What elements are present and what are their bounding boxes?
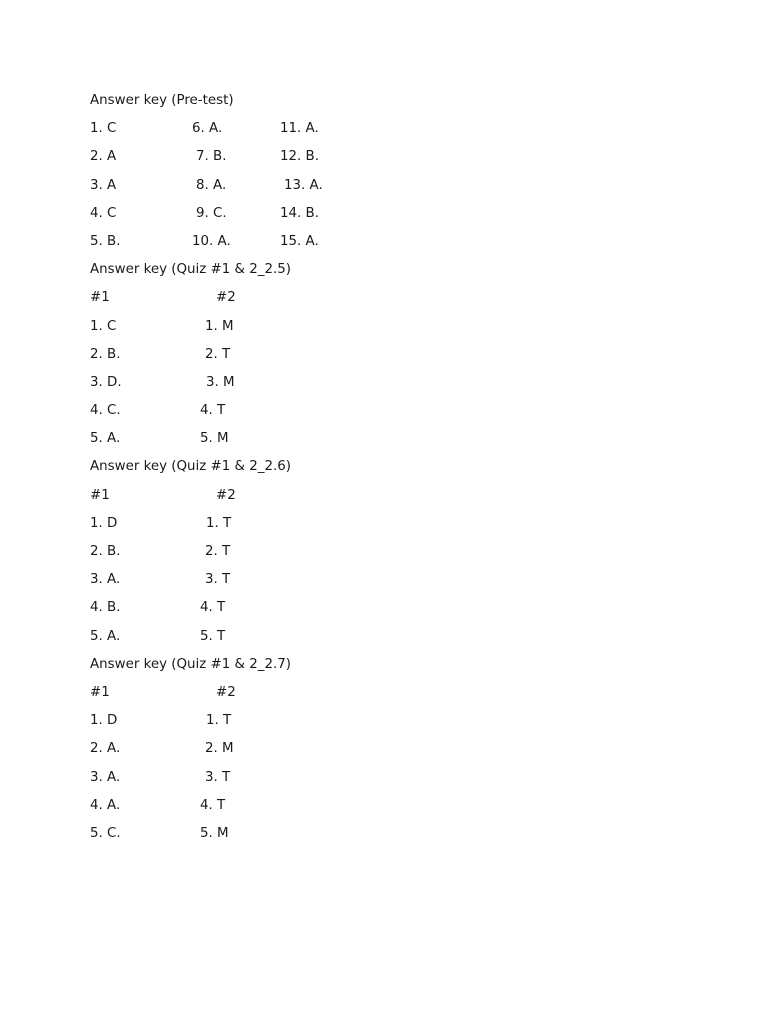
answer-cell: 2. B.: [90, 346, 121, 362]
section-heading: Answer key (Quiz #1 & 2_2.6): [90, 459, 291, 475]
column-header: #2: [216, 487, 236, 503]
answer-cell: 9. C.: [196, 205, 227, 221]
answer-cell: 10. A.: [192, 233, 231, 249]
answer-cell: 3. M: [206, 374, 235, 390]
answer-cell: 7. B.: [196, 149, 227, 165]
answer-cell: 2. B.: [90, 544, 121, 559]
answer-cell: 5. A.: [90, 431, 121, 447]
answer-cell: 3. A.: [90, 572, 121, 588]
answer-cell: 3. T: [205, 769, 231, 785]
answer-cell: 4. T: [200, 600, 226, 616]
answer-cell: 8. A.: [196, 177, 227, 193]
answer-cell: 1. T: [206, 713, 232, 729]
answer-cell: 1. C: [90, 121, 117, 137]
answer-cell: 3. A.: [90, 769, 121, 785]
answer-cell: 3. A: [90, 177, 117, 193]
answer-cell: 15. A.: [280, 233, 319, 249]
column-header: #1: [90, 684, 110, 700]
answer-cell: 1. C: [90, 318, 117, 334]
answer-cell: 3. T: [205, 572, 231, 588]
answer-cell: 1. M: [205, 318, 234, 334]
answer-cell: 5. A.: [90, 628, 121, 644]
answer-cell: 13. A.: [284, 177, 323, 193]
answer-cell: 5. B.: [90, 233, 121, 249]
answer-cell: 2. T: [205, 346, 231, 362]
answer-cell: 5. C.: [90, 825, 121, 841]
answer-cell: 5. M: [200, 431, 229, 447]
answer-cell: 5. M: [200, 825, 229, 841]
answer-cell: 3. D.: [90, 374, 122, 390]
answer-cell: 2. A.: [90, 741, 121, 757]
answer-cell: 1. D: [90, 713, 118, 729]
answer-cell: 4. C: [90, 205, 117, 221]
section-heading: Answer key (Quiz #1 & 2_2.7): [90, 656, 291, 672]
section-heading: Answer key (Quiz #1 & 2_2.5): [90, 262, 291, 278]
answer-cell: 1. T: [206, 515, 232, 531]
answer-cell: 2. A: [90, 149, 117, 165]
answer-cell: 1. D: [90, 515, 118, 531]
answer-cell: 4. B.: [90, 600, 121, 616]
column-header: #1: [90, 487, 110, 503]
answer-cell: 5. T: [200, 628, 226, 644]
answer-cell: 2. M: [205, 741, 234, 757]
section-heading: Answer key (Pre-test): [90, 93, 234, 108]
answer-cell: 4. T: [200, 403, 226, 419]
answer-cell: 12. B.: [280, 149, 319, 165]
answer-cell: 11. A.: [280, 121, 319, 137]
column-header: #1: [90, 290, 110, 306]
column-header: #2: [216, 290, 236, 306]
answer-cell: 4. A.: [90, 797, 121, 813]
answer-cell: 2. T: [205, 544, 231, 559]
answer-cell: 14. B.: [280, 205, 319, 221]
column-header: #2: [216, 684, 236, 700]
answer-cell: 4. T: [200, 797, 226, 813]
answer-cell: 6. A.: [192, 121, 223, 137]
answer-cell: 4. C.: [90, 403, 121, 419]
